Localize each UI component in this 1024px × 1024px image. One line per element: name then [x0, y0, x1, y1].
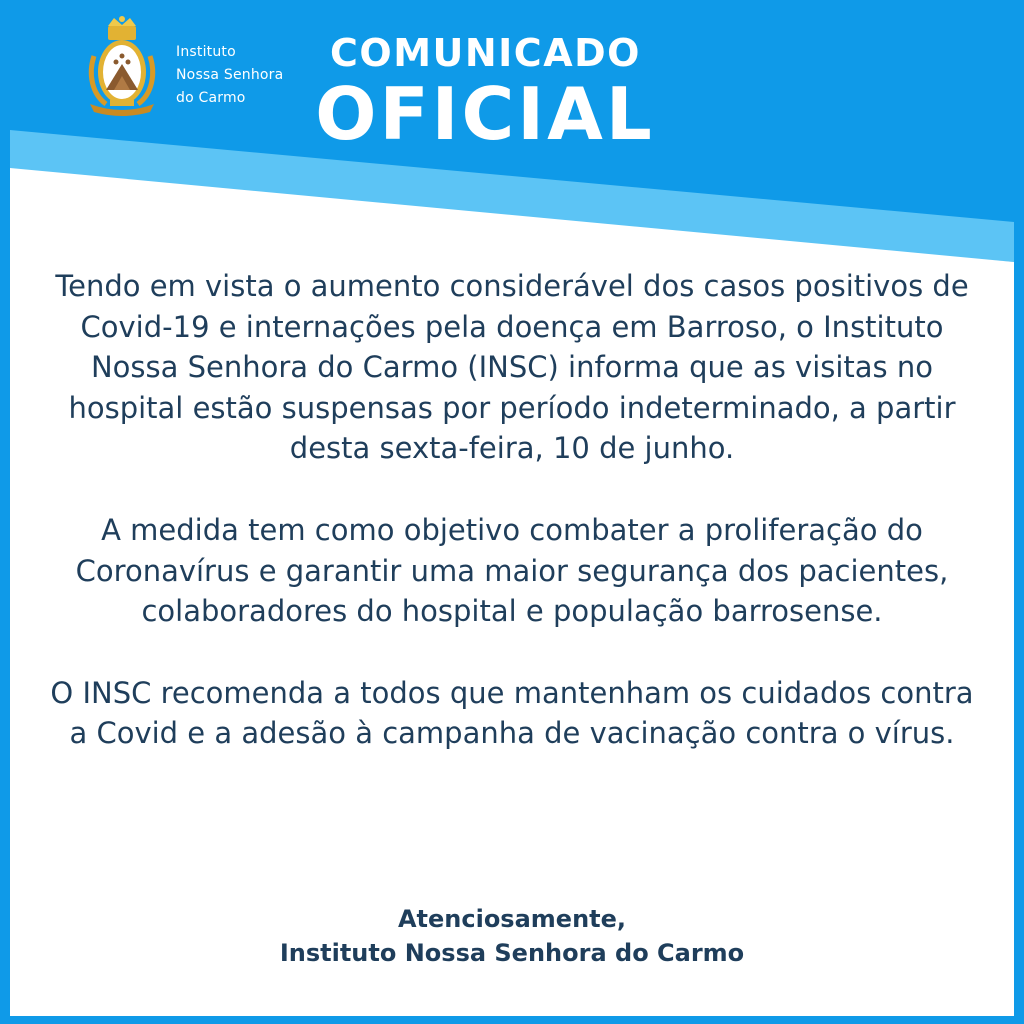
signoff: [40, 902, 984, 970]
institution-name-line: Instituto: [176, 44, 236, 60]
title-oficial: OFICIAL: [315, 72, 655, 156]
institution-name-line: do Carmo: [176, 90, 246, 106]
signoff-closing: Atenciosamente,: [397, 905, 627, 933]
institution-name: [176, 41, 283, 110]
institution-crest-icon: [84, 16, 160, 116]
body-paragraph: O INSC recomenda a todos que mantenham os cuidados contra a Covid e a adesão à campanha de vacinação contra o vírus.: [50, 675, 974, 751]
signoff-signature: Instituto Nossa Senhora do Carmo: [279, 939, 745, 967]
announcement-body: [40, 266, 984, 795]
body-paragraph: A medida tem como objetivo combater a proliferação do Coronavírus e garantir uma maior segurança dos pacientes, colaboradores do hospital e população barrosense.: [75, 512, 949, 629]
body-paragraph: Tendo em vista o aumento considerável dos casos positivos de Covid-19 e internações pela doença em Barroso, o Instituto Nossa Senhora do Carmo (INSC) informa que as visitas no hospital estão suspensas por período indeterminado, a partir desta sexta-feira, 10 de junho.: [55, 269, 969, 466]
institution-name-line: Nossa Senhora: [176, 67, 284, 83]
title-comunicado: COMUNICADO: [330, 31, 641, 75]
